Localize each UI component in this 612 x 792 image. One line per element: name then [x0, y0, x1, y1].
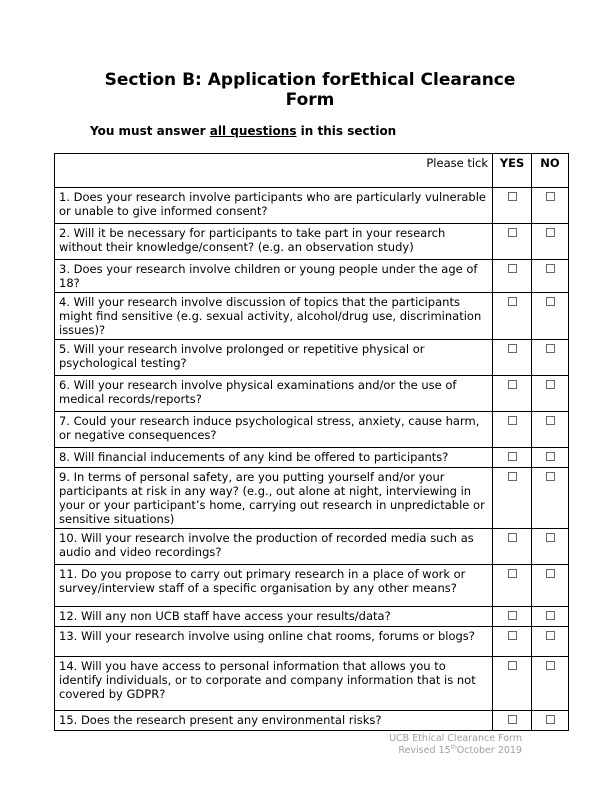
- yes-cell: [493, 340, 532, 376]
- yes-cell: [493, 448, 532, 468]
- yes-checkbox[interactable]: [508, 611, 517, 620]
- no-cell: [532, 468, 569, 529]
- yes-checkbox[interactable]: [508, 264, 517, 273]
- yes-checkbox[interactable]: [508, 715, 517, 724]
- no-cell: [532, 565, 569, 607]
- no-checkbox[interactable]: [546, 297, 555, 306]
- yes-column-header: YES: [493, 154, 532, 188]
- question-text: 14. Will you have access to personal information that allows you to identify individuals, or to corporate and company information that is not covered by GDPR?: [55, 657, 493, 711]
- yes-cell: [493, 224, 532, 260]
- no-checkbox[interactable]: [546, 631, 555, 640]
- yes-cell: [493, 468, 532, 529]
- yes-cell: [493, 293, 532, 340]
- instruction-end: in this section: [296, 124, 397, 138]
- question-text: 4. Will your research involve discussion of topics that the participants might find sensitive (e.g. sexual activity, alcohol/drug use, discrimination issues)?: [55, 293, 493, 340]
- no-checkbox[interactable]: [546, 715, 555, 724]
- question-text: 15. Does the research present any environmental risks?: [55, 711, 493, 731]
- yes-cell: [493, 607, 532, 627]
- footer-revision-prefix: Revised 15: [398, 745, 451, 756]
- no-checkbox[interactable]: [546, 192, 555, 201]
- yes-cell: [493, 565, 532, 607]
- question-row: [55, 529, 569, 565]
- form-title: Section B: Application forEthical Clearance Form: [104, 70, 516, 110]
- no-checkbox[interactable]: [546, 416, 555, 425]
- question-text: 5. Will your research involve prolonged or repetitive physical or psychological testing?: [55, 340, 493, 376]
- question-text: 7. Could your research induce psychological stress, anxiety, cause harm, or negative consequences?: [55, 412, 493, 448]
- no-checkbox[interactable]: [546, 344, 555, 353]
- question-row: [55, 711, 569, 731]
- instruction-text: [90, 124, 396, 138]
- no-cell: [532, 224, 569, 260]
- yes-cell: [493, 376, 532, 412]
- question-text: 13. Will your research involve using online chat rooms, forums or blogs?: [55, 627, 493, 657]
- no-cell: [532, 376, 569, 412]
- no-checkbox[interactable]: [546, 472, 555, 481]
- question-row: [55, 607, 569, 627]
- question-text: 10. Will your research involve the production of recorded media such as audio and video recordings?: [55, 529, 493, 565]
- question-row: [55, 260, 569, 293]
- no-cell: [532, 711, 569, 731]
- yes-checkbox[interactable]: [508, 452, 517, 461]
- question-row: [55, 376, 569, 412]
- yes-cell: [493, 657, 532, 711]
- yes-checkbox[interactable]: [508, 631, 517, 640]
- no-checkbox[interactable]: [546, 661, 555, 670]
- no-cell: [532, 412, 569, 448]
- footer-revision-suffix: October 2019: [456, 745, 522, 756]
- yes-checkbox[interactable]: [508, 661, 517, 670]
- question-row: [55, 657, 569, 711]
- question-row: [55, 412, 569, 448]
- yes-checkbox[interactable]: [508, 380, 517, 389]
- question-text: 8. Will financial inducements of any kind be offered to participants?: [55, 448, 493, 468]
- instruction-emphasis: all questions: [209, 124, 297, 138]
- question-text: 2. Will it be necessary for participants to take part in your research without their knowledge/consent? (e.g. an observation study): [55, 224, 493, 260]
- question-text: 12. Will any non UCB staff have access your results/data?: [55, 607, 493, 627]
- question-row: [55, 627, 569, 657]
- no-checkbox[interactable]: [546, 611, 555, 620]
- no-cell: [532, 448, 569, 468]
- please-tick-label: Please tick: [55, 154, 493, 188]
- question-text: 6. Will your research involve physical examinations and/or the use of medical records/reports?: [55, 376, 493, 412]
- footer-revision: [389, 745, 522, 757]
- no-cell: [532, 340, 569, 376]
- no-cell: [532, 607, 569, 627]
- no-column-header: NO: [532, 154, 569, 188]
- question-row: [55, 188, 569, 224]
- yes-cell: [493, 188, 532, 224]
- no-cell: [532, 188, 569, 224]
- question-text: 1. Does your research involve participants who are particularly vulnerable or unable to give informed consent?: [55, 188, 493, 224]
- table-header-row: [55, 154, 569, 188]
- yes-checkbox[interactable]: [508, 533, 517, 542]
- question-row: [55, 293, 569, 340]
- question-row: [55, 340, 569, 376]
- yes-checkbox[interactable]: [508, 569, 517, 578]
- no-checkbox[interactable]: [546, 452, 555, 461]
- yes-checkbox[interactable]: [508, 228, 517, 237]
- yes-cell: [493, 627, 532, 657]
- no-checkbox[interactable]: [546, 380, 555, 389]
- no-checkbox[interactable]: [546, 228, 555, 237]
- no-cell: [532, 657, 569, 711]
- no-cell: [532, 293, 569, 340]
- footer-revision-sup: th: [450, 743, 457, 751]
- question-row: [55, 224, 569, 260]
- question-text: 9. In terms of personal safety, are you putting yourself and/or your participants at risk in any way? (e.g., out alone at night, interviewing in your or your participant’s home, carrying out research in unpredictable or sensitive situations): [55, 468, 493, 529]
- no-cell: [532, 529, 569, 565]
- page-footer: [389, 733, 522, 757]
- yes-cell: [493, 529, 532, 565]
- yes-checkbox[interactable]: [508, 416, 517, 425]
- yes-cell: [493, 412, 532, 448]
- instruction-start: You must answer: [90, 124, 210, 138]
- no-checkbox[interactable]: [546, 533, 555, 542]
- question-text: 3. Does your research involve children or young people under the age of 18?: [55, 260, 493, 293]
- yes-checkbox[interactable]: [508, 297, 517, 306]
- no-cell: [532, 260, 569, 293]
- yes-checkbox[interactable]: [508, 472, 517, 481]
- footer-form-name: UCB Ethical Clearance Form: [389, 733, 522, 744]
- yes-cell: [493, 260, 532, 293]
- no-cell: [532, 627, 569, 657]
- question-row: [55, 468, 569, 529]
- yes-cell: [493, 711, 532, 731]
- question-text: 11. Do you propose to carry out primary research in a place of work or survey/interview staff of a specific organisation by any other means?: [55, 565, 493, 607]
- yes-checkbox[interactable]: [508, 192, 517, 201]
- question-row: [55, 565, 569, 607]
- no-checkbox[interactable]: [546, 569, 555, 578]
- question-row: [55, 448, 569, 468]
- ethics-questions-table: [54, 153, 569, 731]
- yes-checkbox[interactable]: [508, 344, 517, 353]
- no-checkbox[interactable]: [546, 264, 555, 273]
